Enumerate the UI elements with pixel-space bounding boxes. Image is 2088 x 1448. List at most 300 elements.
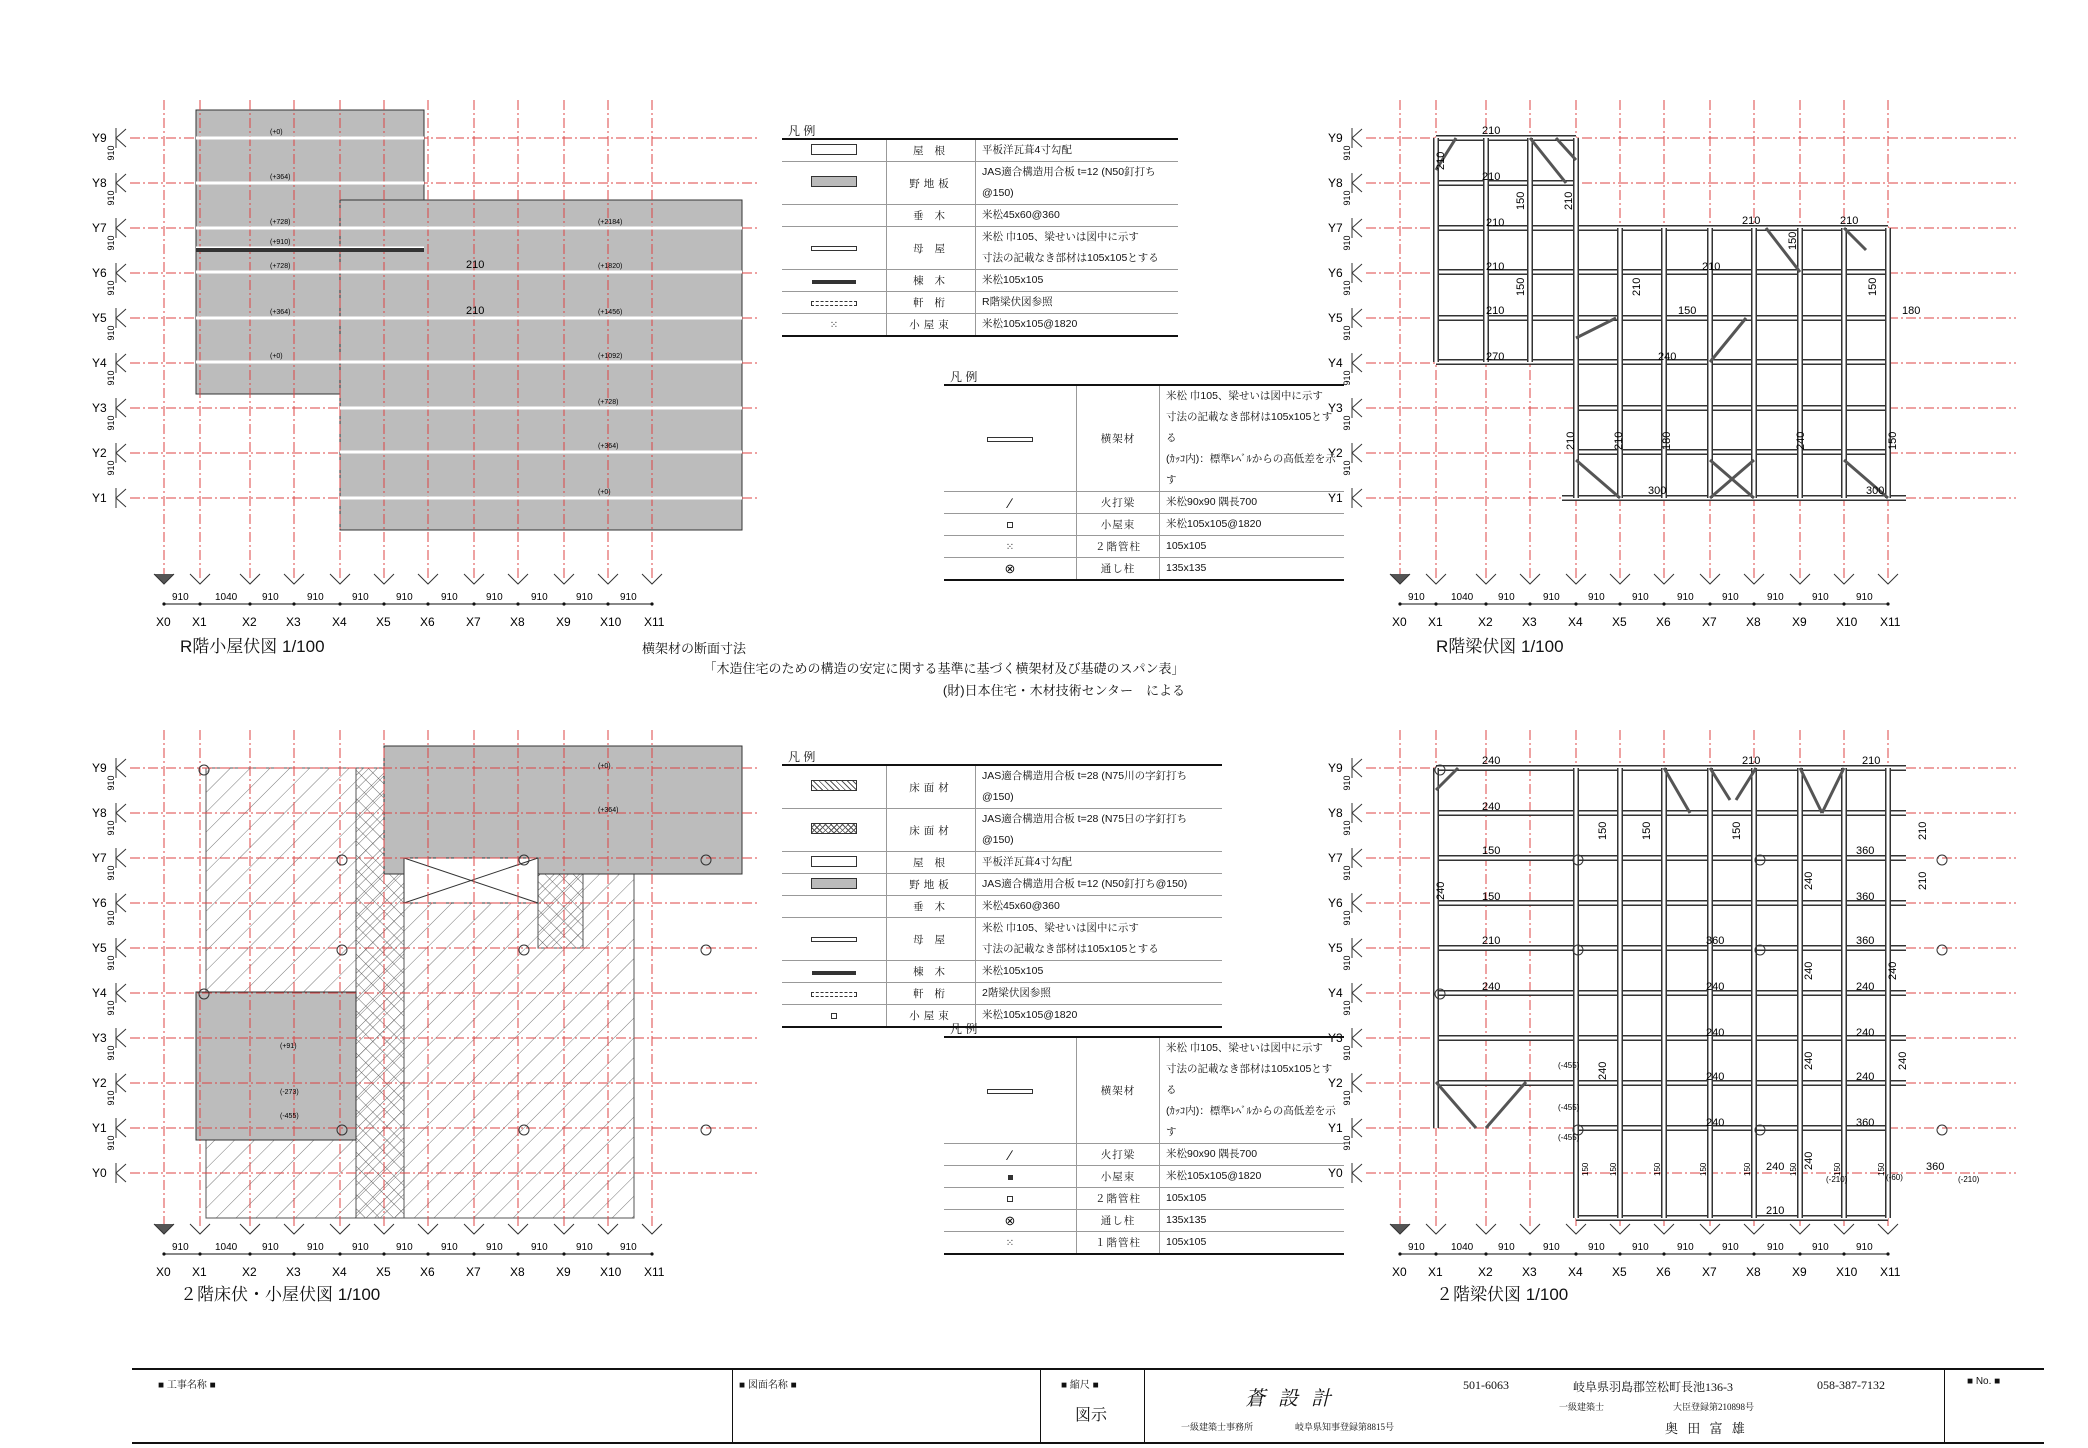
- dim-label-y: 910: [106, 190, 116, 206]
- grid-label-x: X11: [644, 1265, 665, 1279]
- dim-label-x: 910: [1632, 1242, 1649, 1253]
- legend-item-desc: 米松105x105@1820: [976, 1005, 1223, 1028]
- legend-item-desc: 米松 巾105、梁せいは図中に示す 寸法の記載なき部材は105x105とする (ｶｯｺ内)：標準ﾚﾍﾞﾙからの高低差を示す: [1160, 385, 1345, 492]
- grid-label-y: Y2: [1328, 446, 1343, 460]
- grid-label-x: X8: [510, 1265, 525, 1279]
- grid-marker-y: [116, 264, 126, 282]
- legend-item-desc: 米松45x60@360: [976, 896, 1223, 918]
- beam-size-label-vertical: 240: [1597, 1061, 1609, 1080]
- dim-label-y: 910: [1342, 1000, 1352, 1016]
- purlin-level: (+0): [270, 353, 283, 360]
- dim-label-x: 910: [441, 592, 458, 603]
- grid-marker-y: [1352, 264, 1362, 282]
- legend-symbol: ∕: [944, 1144, 1077, 1166]
- postal-code: 501-6063: [1463, 1378, 1509, 1392]
- dim-label-y: 910: [106, 370, 116, 386]
- legend-item-name: ２階管柱: [1077, 536, 1160, 558]
- purlin-level: (+1456): [598, 309, 623, 316]
- legend-symbol: [944, 1188, 1077, 1210]
- grid-label-x: X1: [1428, 1265, 1443, 1279]
- purlin-level: (+2184): [598, 219, 623, 226]
- grid-marker-y: [116, 174, 126, 192]
- grid-marker-x: [1390, 574, 1410, 584]
- grid-marker-y: [116, 1029, 126, 1047]
- grid-marker-x: [154, 574, 174, 584]
- legend-row: [782, 874, 1222, 896]
- legend-item-desc: 105x105: [1160, 1188, 1345, 1210]
- beam-size-label: 210: [1486, 261, 1505, 273]
- beam-level: (-455): [1558, 1103, 1580, 1112]
- beam-size-label: 240: [1856, 1071, 1875, 1083]
- note-source: 「木造住宅のための構造の安定に関する基準に基づく横架材及び基礎のスパン表」: [703, 661, 1185, 676]
- dim-label-x: 910: [1543, 592, 1560, 603]
- fire-brace: [1800, 768, 1822, 813]
- beam-size-label: 360: [1856, 891, 1875, 903]
- project-name-label: ■ 工事名称 ■: [158, 1380, 216, 1391]
- grid-label-x: X9: [1792, 615, 1807, 629]
- dim-label-y: 910: [1342, 1090, 1352, 1106]
- grid-label-y: Y2: [92, 446, 107, 460]
- legend-item-desc: 米松 巾105、梁せいは図中に示す 寸法の記載なき部材は105x105とする (ｶｯｺ内)：標準ﾚﾍﾞﾙからの高低差を示す: [1160, 1037, 1345, 1144]
- legend-symbol: ⊗: [944, 1210, 1077, 1232]
- legend-header: 凡 例: [788, 124, 816, 138]
- grid-label-y: Y6: [1328, 896, 1343, 910]
- legend-row: [944, 385, 1344, 492]
- dim-label-x: 910: [352, 1242, 369, 1253]
- legend-row: [782, 227, 1178, 270]
- grid-label-x: X8: [1746, 615, 1761, 629]
- legend-item-name: ２階管柱: [1077, 1188, 1160, 1210]
- firm-cell: [1144, 1370, 1945, 1442]
- legend-row: [944, 514, 1344, 536]
- fire-brace: [1486, 1082, 1526, 1128]
- legend-item-name: １階管柱: [1077, 1232, 1160, 1255]
- legend-row: [944, 1037, 1344, 1144]
- purlin-level: (+0): [598, 489, 611, 496]
- dim-label-y: 910: [106, 1000, 116, 1016]
- grid-marker-x: [1390, 1224, 1410, 1234]
- grid-label-x: X4: [1568, 1265, 1583, 1279]
- beam-size-label: 360: [1706, 935, 1725, 947]
- beam-size-label-vertical: 240: [1897, 1051, 1909, 1070]
- beam-level: (-210): [1958, 1175, 1980, 1184]
- beam-size-label-vertical: 210: [1563, 191, 1575, 210]
- grid-marker-y: [1352, 939, 1362, 957]
- legend-item-desc: 平板洋瓦葺4寸勾配: [976, 139, 1179, 162]
- grid-label-x: X11: [1880, 1265, 1901, 1279]
- dim-label-y: 910: [106, 1090, 116, 1106]
- legend-item-name: 火打梁: [1077, 492, 1160, 514]
- grid-label-y: Y1: [1328, 491, 1343, 505]
- legend-item-name: 軒 桁: [887, 983, 976, 1005]
- legend-symbol: [782, 205, 887, 227]
- beam-size-label: 240: [1482, 801, 1501, 813]
- legend-symbol: [944, 514, 1077, 536]
- grid-marker-y: [1352, 1029, 1362, 1047]
- dim-label-x: 910: [172, 592, 189, 603]
- legend-item-desc: 105x105: [1160, 536, 1345, 558]
- dim-label-x: 910: [531, 1242, 548, 1253]
- grid-label-y: Y8: [1328, 806, 1343, 820]
- legend-item-desc: 米松105x105@1820: [1160, 1166, 1345, 1188]
- grid-label-y: Y7: [92, 221, 107, 235]
- dim-label-x: 910: [1812, 1242, 1829, 1253]
- dim-label-x: 910: [1677, 592, 1694, 603]
- beam-level: (-455): [1558, 1061, 1580, 1070]
- legend-item-desc: JAS適合構造用合板 t=28 (N75川の字釘打ち@150): [976, 765, 1223, 809]
- beam-size-label: 240: [1706, 981, 1725, 993]
- beam-size-label-small: 150: [1877, 1162, 1886, 1176]
- beam-size-label: 240: [1766, 1161, 1785, 1173]
- purlin-level: (+1092): [598, 353, 623, 360]
- legend-symbol: ⊗: [944, 558, 1077, 581]
- dim-label-y: 910: [1342, 235, 1352, 251]
- grid-label-x: X10: [600, 1265, 622, 1279]
- grid-marker-y: [1352, 174, 1362, 192]
- grid-marker-y: [1352, 1119, 1362, 1137]
- grid-label-x: X6: [420, 615, 435, 629]
- grid-label-y: Y3: [92, 401, 107, 415]
- grid-label-x: X4: [332, 1265, 347, 1279]
- grid-label-x: X10: [1836, 1265, 1858, 1279]
- plan-title-f2-beam: ２階梁伏図 1/100: [1436, 1285, 1569, 1304]
- grid-marker-y: [116, 399, 126, 417]
- dim-label-y: 910: [106, 955, 116, 971]
- dim-label-x: 910: [1498, 1242, 1515, 1253]
- span-label: 210: [466, 259, 485, 271]
- dim-label-x: 910: [262, 1242, 279, 1253]
- legend-item-name: 垂 木: [887, 205, 976, 227]
- legend-item-desc: 米松105x105@1820: [976, 314, 1179, 337]
- grid-label-x: X2: [1478, 615, 1493, 629]
- drawing-name-label: ■ 図面名称 ■: [739, 1380, 797, 1391]
- beam-size-label: 240: [1658, 351, 1677, 363]
- beam-size-label-vertical: 240: [1887, 961, 1899, 980]
- dim-label-x: 910: [1767, 1242, 1784, 1253]
- beam-size-label-vertical: 180: [1661, 431, 1673, 450]
- grid-marker-y: [116, 354, 126, 372]
- legend-symbol: [944, 1037, 1077, 1144]
- legend-symbol: [782, 983, 887, 1005]
- dim-label-y: 910: [1342, 370, 1352, 386]
- legend-item-name: 棟 木: [887, 961, 976, 983]
- dim-label-y: 910: [1342, 910, 1352, 926]
- project-name-cell: [132, 1370, 732, 1442]
- beam-size-label-small: 150: [1743, 1162, 1752, 1176]
- f2-beam-drawing: [1326, 730, 2026, 1279]
- roof-sheathing-lower: [196, 992, 356, 1140]
- beam-size-label: 210: [1482, 125, 1501, 137]
- grid-label-y: Y8: [92, 806, 107, 820]
- legend-row: [782, 270, 1178, 292]
- grid-label-x: X9: [1792, 1265, 1807, 1279]
- grid-label-y: Y4: [1328, 356, 1343, 370]
- legend-item-desc: 米松 巾105、梁せいは図中に示す 寸法の記載なき部材は105x105とする: [976, 227, 1179, 270]
- grid-label-y: Y7: [1328, 221, 1343, 235]
- legend-table: [944, 384, 1344, 581]
- grid-marker-y: [116, 759, 126, 777]
- legend-item-desc: 米松105x105: [976, 270, 1179, 292]
- grid-label-x: X5: [376, 615, 391, 629]
- fire-brace: [1710, 318, 1746, 362]
- legend-item-desc: 米松90x90 隅長700: [1160, 1144, 1345, 1166]
- grid-label-y: Y6: [1328, 266, 1343, 280]
- grid-label-y: Y0: [92, 1166, 107, 1180]
- beam-size-label-small: 150: [1699, 1162, 1708, 1176]
- grid-label-x: X0: [156, 1265, 171, 1279]
- purlin-level: (+364): [270, 174, 291, 181]
- dim-label-y: 910: [1342, 1045, 1352, 1061]
- grid-label-y: Y4: [92, 986, 107, 1000]
- dim-label-y: 910: [1342, 460, 1352, 476]
- beam-size-label-small: 150: [1789, 1162, 1798, 1176]
- drawing-name-cell: [732, 1370, 1041, 1442]
- roof-sheathing-upper: [384, 746, 742, 874]
- legend-item-name: 横架材: [1077, 1037, 1160, 1144]
- through-column: [701, 945, 711, 955]
- legend-row: [944, 1188, 1344, 1210]
- legend-symbol: [782, 765, 887, 809]
- grid-label-x: X3: [1522, 1265, 1537, 1279]
- grid-marker-y: [1352, 1074, 1362, 1092]
- architect-name: 奥 田 富 雄: [1665, 1421, 1748, 1436]
- grid-label-x: X6: [1656, 615, 1671, 629]
- dim-label-x: 910: [576, 1242, 593, 1253]
- legend-symbol: [782, 852, 887, 874]
- grid-label-y: Y9: [92, 131, 107, 145]
- beam-size-label-vertical: 240: [1803, 871, 1815, 890]
- plan-r-roof: [90, 100, 770, 629]
- beam-size-label: 360: [1856, 1117, 1875, 1129]
- dim-label-x: 910: [1543, 1242, 1560, 1253]
- grid-label-y: Y5: [1328, 941, 1343, 955]
- grid-marker-y: [116, 1074, 126, 1092]
- grid-label-x: X4: [332, 615, 347, 629]
- grid-marker-y: [116, 129, 126, 147]
- plan-f2-beam: [1326, 730, 2026, 1279]
- legend-row: [944, 1144, 1344, 1166]
- dim-label-x: 910: [441, 1242, 458, 1253]
- dim-label-y: 910: [106, 325, 116, 341]
- plan-r-beam: [1326, 100, 2026, 629]
- beam-size-label: 360: [1856, 845, 1875, 857]
- grid-marker-y: [1352, 309, 1362, 327]
- legend-row: [782, 918, 1222, 961]
- beam-size-label: 180: [1902, 305, 1921, 317]
- legend-row: [944, 1166, 1344, 1188]
- beam-size-label-small: 150: [1653, 1162, 1662, 1176]
- legend-symbol: [782, 1005, 887, 1028]
- grid-label-x: X10: [600, 615, 622, 629]
- beam-size-label: 270: [1486, 351, 1505, 363]
- grid-label-x: X7: [1702, 615, 1717, 629]
- legend-row: [782, 852, 1222, 874]
- legend-header: 凡 例: [788, 750, 816, 764]
- grid-marker-y: [116, 984, 126, 1002]
- dim-label-y: 910: [1342, 280, 1352, 296]
- legend-item-name: 床面材: [887, 809, 976, 852]
- dim-label-y: 910: [1342, 865, 1352, 881]
- grid-label-x: X1: [1428, 615, 1443, 629]
- dim-label-x: 910: [1856, 1242, 1873, 1253]
- grid-label-x: X2: [242, 615, 257, 629]
- scale-cell: [1040, 1370, 1145, 1442]
- beam-size-label-small: 150: [1833, 1162, 1842, 1176]
- dim-label-x: 910: [1767, 592, 1784, 603]
- purlin-level: (+910): [270, 239, 291, 246]
- grid-label-y: Y6: [92, 266, 107, 280]
- f2-floor-drawing: [90, 730, 770, 1279]
- dim-label-y: 910: [106, 460, 116, 476]
- grid-label-y: Y6: [92, 896, 107, 910]
- legend-item-name: 野地板: [887, 162, 976, 205]
- legend-symbol: [782, 896, 887, 918]
- legend-symbol: [782, 292, 887, 314]
- beam-level: (-60): [1886, 1173, 1903, 1182]
- legend-symbol: ⁙: [944, 1232, 1077, 1255]
- dim-label-x: 910: [262, 592, 279, 603]
- purlin-level: (+364): [270, 309, 291, 316]
- r-beam-drawing: [1326, 100, 2026, 629]
- purlin-level: (-273): [280, 1089, 299, 1096]
- grid-label-y: Y0: [1328, 1166, 1343, 1180]
- grid-label-y: Y8: [1328, 176, 1343, 190]
- plan-title-r-roof: R階小屋伏図 1/100: [180, 637, 325, 656]
- beam-size-label-vertical: 240: [1795, 431, 1807, 450]
- beam-size-label-small: 150: [1609, 1162, 1618, 1176]
- legend-item-name: 屋 根: [887, 852, 976, 874]
- legend-item-desc: 2階梁伏図参照: [976, 983, 1223, 1005]
- grid-marker-y: [116, 219, 126, 237]
- beam-size-label-vertical: 240: [1803, 1151, 1815, 1170]
- beam-size-label-vertical: 150: [1515, 277, 1527, 296]
- plan-title-r-beam: R階梁伏図 1/100: [1436, 637, 1564, 656]
- beam-size-label: 210: [1482, 935, 1501, 947]
- dim-label-y: 910: [1342, 190, 1352, 206]
- legend-row: [782, 292, 1178, 314]
- purlin-level: (+364): [598, 443, 619, 450]
- grid-label-y: Y2: [1328, 1076, 1343, 1090]
- beam-size-label: 150: [1678, 305, 1697, 317]
- legend-symbol: [782, 270, 887, 292]
- beam-size-label: 210: [1486, 305, 1505, 317]
- beam-size-label-vertical: 210: [1565, 431, 1577, 450]
- legend-symbol: ∕: [944, 492, 1077, 514]
- grid-label-x: X7: [1702, 1265, 1717, 1279]
- legend-header: 凡 例: [950, 370, 978, 384]
- legend-item-name: 小屋束: [1077, 1166, 1160, 1188]
- grid-label-x: X0: [156, 615, 171, 629]
- legend-symbol: ⁙: [944, 536, 1077, 558]
- legend-item-desc: 105x105: [1160, 1232, 1345, 1255]
- architect-type: 一級建築士: [1559, 1402, 1605, 1412]
- legend-table: [944, 1036, 1344, 1255]
- beam-size-label: 210: [1742, 755, 1761, 767]
- dim-label-y: 910: [106, 775, 116, 791]
- beam-size-label-vertical: 150: [1867, 277, 1879, 296]
- legend-symbol: [782, 809, 887, 852]
- legend-item-name: 小屋束: [887, 314, 976, 337]
- legend-item-desc: 米松105x105: [976, 961, 1223, 983]
- grid-marker-y: [1352, 894, 1362, 912]
- dim-label-x: 910: [531, 592, 548, 603]
- dim-label-y: 910: [106, 280, 116, 296]
- beam-size-label: 210: [1862, 755, 1881, 767]
- dim-label-x: 910: [1722, 592, 1739, 603]
- note-title: 横架材の断面寸法: [641, 641, 746, 656]
- dim-label-x: 910: [1408, 1242, 1425, 1253]
- scale-label: ■ 縮尺 ■: [1061, 1380, 1099, 1391]
- beam-size-label: 240: [1856, 1027, 1875, 1039]
- fire-brace: [1822, 768, 1844, 813]
- legend-item-desc: 米松 巾105、梁せいは図中に示す 寸法の記載なき部材は105x105とする: [976, 918, 1223, 961]
- purlin-level: (+728): [598, 399, 619, 406]
- legend-row: [782, 896, 1222, 918]
- beam-size-label-vertical: 150: [1515, 191, 1527, 210]
- grid-label-x: X6: [420, 1265, 435, 1279]
- grid-label-x: X8: [510, 615, 525, 629]
- grid-label-y: Y5: [1328, 311, 1343, 325]
- grid-marker-x: [154, 1224, 174, 1234]
- grid-label-x: X6: [1656, 1265, 1671, 1279]
- beam-size-label: 210: [1742, 215, 1761, 227]
- grid-marker-y: [116, 804, 126, 822]
- grid-label-x: X5: [1612, 615, 1627, 629]
- legend-symbol: [782, 918, 887, 961]
- grid-label-y: Y9: [1328, 131, 1343, 145]
- firm-phone: 058-387-7132: [1817, 1378, 1885, 1392]
- beam-size-label-vertical: 150: [1787, 231, 1799, 250]
- dim-label-x: 910: [307, 592, 324, 603]
- dim-label-y: 910: [106, 235, 116, 251]
- dim-label-x: 910: [620, 1242, 637, 1253]
- legend-symbol: [782, 162, 887, 205]
- grid-label-x: X3: [286, 615, 301, 629]
- through-column: [1937, 945, 1947, 955]
- fire-brace: [1436, 768, 1458, 790]
- beam-size-label: 210: [1702, 261, 1721, 273]
- beam-size-label: 300: [1648, 485, 1667, 497]
- grid-label-y: Y3: [1328, 1031, 1343, 1045]
- grid-label-y: Y7: [92, 851, 107, 865]
- grid-label-y: Y4: [1328, 986, 1343, 1000]
- legend-item-name: 通し柱: [1077, 1210, 1160, 1232]
- beam-size-label-vertical: 210: [1613, 431, 1625, 450]
- dim-label-y: 910: [1342, 325, 1352, 341]
- legend-row: [944, 536, 1344, 558]
- sheet-number-cell: [1944, 1370, 2045, 1442]
- dim-label-x: 910: [1632, 592, 1649, 603]
- legend-item-name: 軒 桁: [887, 292, 976, 314]
- grid-label-x: X3: [1522, 615, 1537, 629]
- legend-item-name: 横架材: [1077, 385, 1160, 492]
- grid-label-y: Y1: [92, 491, 107, 505]
- dim-label-x: 1040: [215, 1242, 238, 1253]
- span-label: 210: [466, 305, 485, 317]
- dim-label-x: 1040: [1451, 592, 1474, 603]
- grid-label-x: X11: [644, 615, 665, 629]
- through-column: [1937, 1125, 1947, 1135]
- beam-size-label: 240: [1856, 981, 1875, 993]
- legend-table: [782, 138, 1178, 337]
- legend-item-desc: 135x135: [1160, 558, 1345, 581]
- grid-label-y: Y9: [1328, 761, 1343, 775]
- legend-floor: [782, 748, 1222, 1028]
- purlin-level: (+0): [598, 763, 611, 770]
- grid-label-x: X9: [556, 615, 571, 629]
- grid-marker-y: [1352, 354, 1362, 372]
- dim-label-x: 910: [1722, 1242, 1739, 1253]
